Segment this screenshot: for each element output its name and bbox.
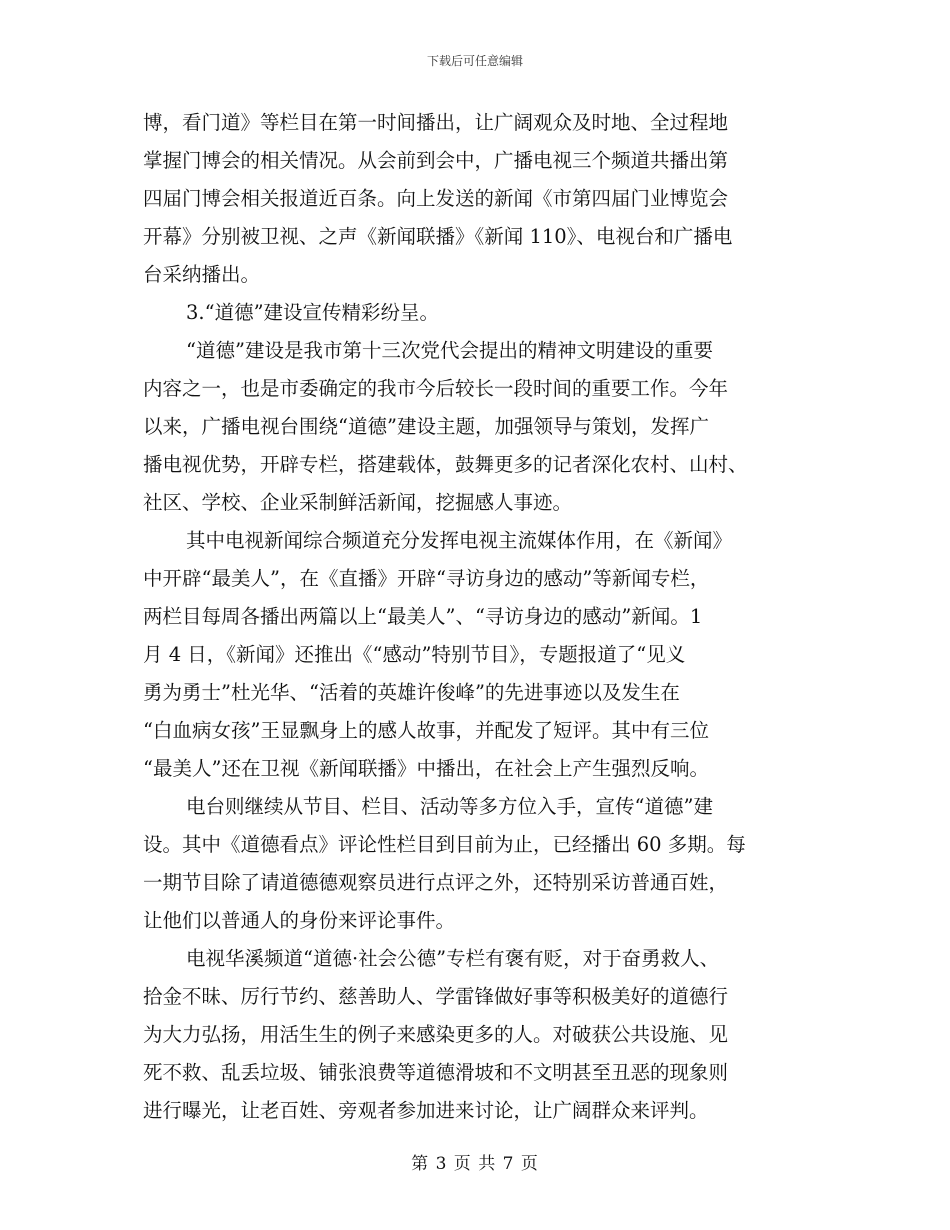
text-line: 设。其中《道德看点》评论性栏目到目前为止，已经播出 60 多期。每 (143, 833, 746, 856)
text-line: 四届门博会相关报道近百条。向上发送的新闻《市第四届门业博览会 (143, 187, 729, 210)
text-line: 电视华溪频道“道德·社会公德”专栏有褒有贬，对于奋勇救人、 (186, 947, 720, 970)
text-line: 死不救、乱丢垃圾、铺张浪费等道德滑坡和不文明甚至丑恶的现象则 (143, 1061, 729, 1084)
text-line: 为大力弘扬，用活生生的例子来感染更多的人。对破获公共设施、见 (143, 1023, 729, 1046)
page-header: 下载后可任意编辑 (426, 54, 523, 68)
text-line: 台采纳播出。 (143, 263, 261, 286)
text-line: 让他们以普通人的身份来评论事件。 (143, 909, 456, 932)
page-footer-page-number: 第 3 页 共 7 页 (411, 1154, 539, 1174)
text-line: 播电视优势，开辟专栏，搭建载体，鼓舞更多的记者深化农村、山村、 (143, 453, 748, 476)
text-line: 勇为勇士”杜光华、“活着的英雄许俊峰”的先进事迹以及发生在 (143, 681, 680, 704)
text-line: “道德”建设是我市第十三次党代会提出的精神文明建设的重要 (186, 339, 713, 362)
text-line: 中开辟“最美人”，在《直播》开辟“寻访身边的感动”等新闻专栏， (143, 567, 710, 590)
text-line: 开幕》分别被卫视、之声《新闻联播》《新闻 110》、电视台和广播电 (143, 225, 733, 248)
text-line: 电台则继续从节目、栏目、活动等多方位入手，宣传“道德”建 (186, 795, 713, 818)
text-line: “白血病女孩”王显飘身上的感人故事，并配发了短评。其中有三位 (143, 719, 709, 742)
text-line: 一期节目除了请道德德观察员进行点评之外，还特别采访普通百姓， (143, 871, 729, 894)
text-line: 3.“道德”建设宣传精彩纷呈。 (186, 301, 440, 324)
text-line: 掌握门博会的相关情况。从会前到会中，广播电视三个频道共播出第 (143, 149, 729, 172)
text-line: 月 4 日，《新闻》还推出《“感动”特别节目》，专题报道了“见义 (143, 643, 686, 666)
text-line: 社区、学校、企业采制鲜活新闻，挖掘感人事迹。 (143, 491, 573, 514)
text-line: 两栏目每周各播出两篇以上“最美人”、“寻访身边的感动”新闻。1 (143, 605, 703, 628)
document-body (143, 104, 809, 1130)
text-line: 拾金不昧、厉行节约、慈善助人、学雷锋做好事等积极美好的道德行 (143, 985, 729, 1008)
text-line: 其中电视新闻综合频道充分发挥电视主流媒体作用，在《新闻》 (186, 529, 733, 552)
text-line: 以来，广播电视台围绕“道德”建设主题，加强领导与策划，发挥广 (143, 415, 709, 438)
text-line: 博，看门道》等栏目在第一时间播出，让广阔观众及时地、全过程地 (143, 111, 729, 134)
text-line: 进行曝光，让老百姓、旁观者参加进来讨论，让广阔群众来评判。 (143, 1099, 709, 1122)
text-line: “最美人”还在卫视《新闻联播》中播出，在社会上产生强烈反响。 (143, 757, 709, 780)
text-line: 内容之一，也是市委确定的我市今后较长一段时间的重要工作。今年 (143, 377, 729, 400)
